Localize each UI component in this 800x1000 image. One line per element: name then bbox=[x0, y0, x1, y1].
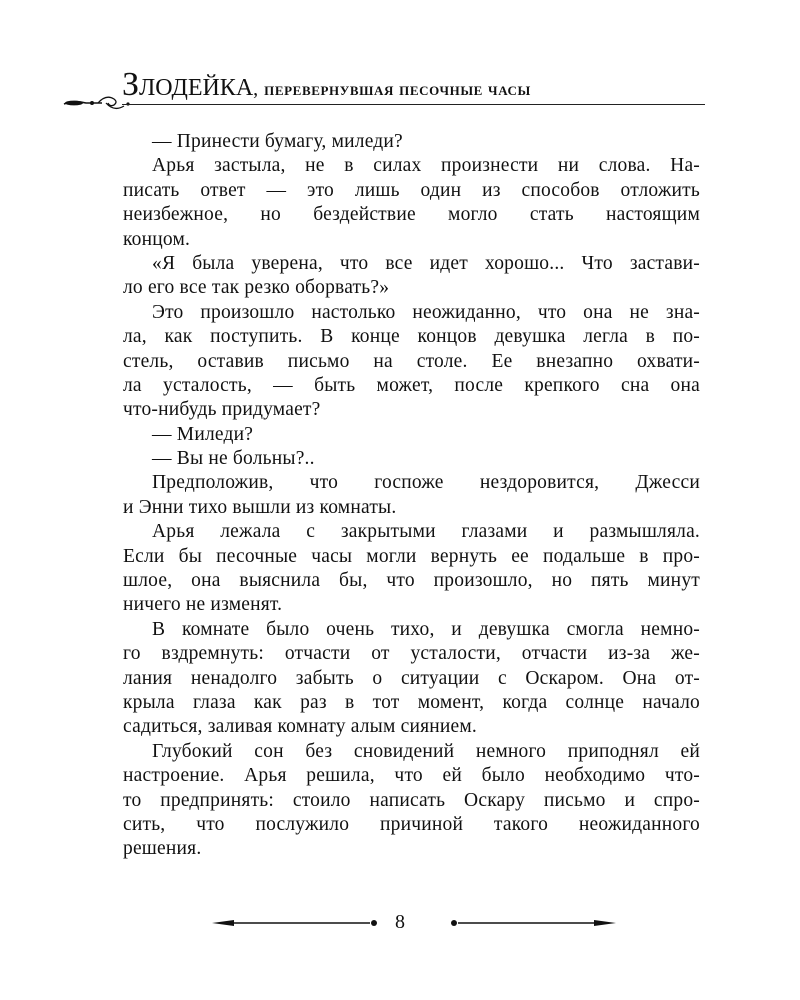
text-line: го вздремнуть: отчасти от усталости, отчасти из-за же- bbox=[123, 643, 700, 665]
book-subtitle: перевернувшая песочные часы bbox=[264, 79, 531, 99]
text-line: крыла глаза как раз в тот момент, когда солнце начало bbox=[123, 691, 700, 713]
text-line: Если бы песочные часы могли вернуть ее подальше в про- bbox=[123, 545, 700, 567]
text-line: — Вы не больны?.. bbox=[152, 448, 315, 470]
text-line: лания ненадолго забыть о ситуации с Оскаром. Она от- bbox=[123, 667, 700, 689]
running-header bbox=[0, 60, 800, 120]
text-line: ничего не изменят. bbox=[123, 594, 283, 616]
text-line: ла, как поступить. В конце концов девушка легла в по- bbox=[123, 326, 700, 348]
text-line: — Миледи? bbox=[152, 423, 254, 445]
text-line: настроение. Арья решила, что ей было необходимо что- bbox=[123, 765, 700, 787]
text-line: писать ответ — это лишь один из способов отложить bbox=[123, 179, 700, 201]
text-line: Предположив, что госпоже нездоровится, Джесси bbox=[152, 472, 700, 494]
text-line: ла усталость, — быть может, после крепкого сна она bbox=[123, 374, 700, 396]
text-line: Это произошло настолько неожиданно, что она не зна- bbox=[152, 301, 700, 323]
page-number: 8 bbox=[395, 911, 405, 933]
text-line: неизбежное, но бездействие могло стать настоящим bbox=[123, 204, 700, 226]
right-footer-ornament-icon bbox=[448, 915, 616, 931]
text-line: «Я была уверена, что все идет хорошо... Что застави- bbox=[152, 252, 700, 274]
text-line: — Принести бумагу, миледи? bbox=[152, 131, 403, 152]
book-brand-title: Злодейка bbox=[122, 66, 254, 103]
text-line: что-нибудь придумает? bbox=[123, 399, 321, 421]
page-footer bbox=[0, 905, 800, 945]
body-text bbox=[123, 130, 700, 862]
text-line: сить, что послужило причиной такого неожиданного bbox=[123, 813, 700, 835]
header-separator: , bbox=[253, 78, 259, 100]
text-line: Арья застыла, не в силах произнести ни слова. На- bbox=[152, 155, 700, 177]
text-line: садиться, заливая комнату алым сиянием. bbox=[123, 716, 477, 738]
text-line: ло его все так резко оборвать?» bbox=[123, 277, 390, 299]
text-line: то предпринять: стоило написать Оскару письмо и спро- bbox=[123, 789, 700, 811]
text-line: шлое, она выяснила бы, что произошло, но пять минут bbox=[123, 570, 700, 592]
text-line: и Энни тихо вышли из комнаты. bbox=[123, 496, 397, 518]
text-line: В комнате было очень тихо, и девушка смогла немно- bbox=[152, 618, 700, 640]
text-line: Глубокий сон без сновидений немного приподнял ей bbox=[152, 740, 700, 762]
header-rule bbox=[122, 104, 705, 105]
text-line: решения. bbox=[123, 838, 202, 860]
text-line: стель, оставив письмо на столе. Ее внезапно охвати- bbox=[123, 350, 700, 372]
text-line: концом. bbox=[123, 228, 191, 250]
text-line: Арья лежала с закрытыми глазами и размышляла. bbox=[152, 521, 700, 543]
header-title bbox=[122, 66, 531, 104]
